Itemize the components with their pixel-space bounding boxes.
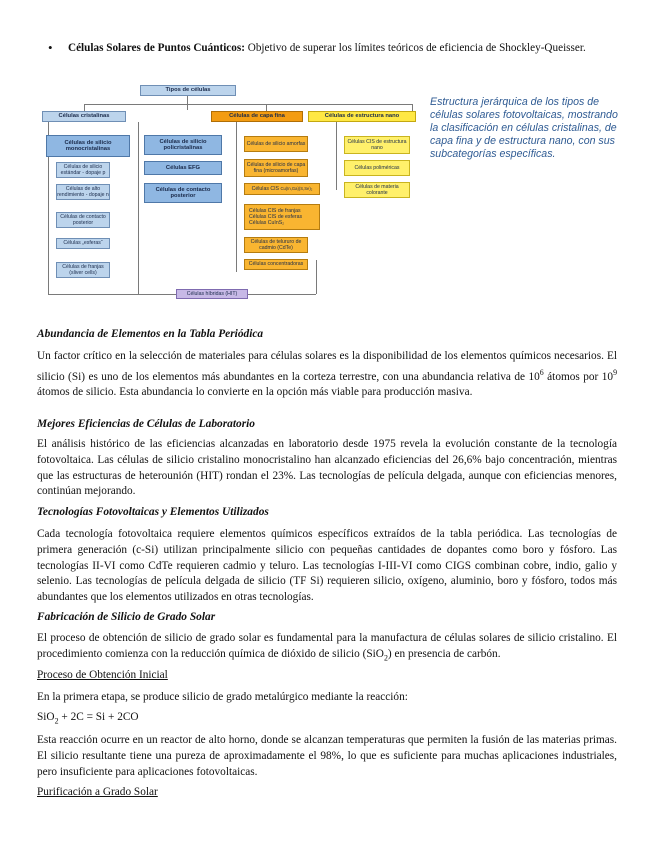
node-hit: Células híbridas (HIT) — [176, 289, 248, 299]
node-mono-child: Células „esferas“ — [56, 238, 110, 249]
node-cdte: Células de telururo de cadmio (CdTe) — [244, 237, 308, 253]
heading-fabrication: Fabricación de Silicio de Grado Solar — [37, 611, 216, 623]
fabrication-text-1: El proceso de obtención de silicio de grado solar es fundamental para la manufactura de células solares de silicio cristalino. El procedimiento comienza con la reducción química de dióxido de silicio (SiO — [37, 632, 617, 660]
abundance-text-2: átomos por 10 — [543, 370, 614, 383]
paragraph-fabrication — [37, 631, 617, 666]
node-back-contact: Células de contacto posterior — [144, 183, 222, 203]
paragraph-initial-process: En la primera etapa, se produce silicio de grado metalúrgico mediante la reacción: — [37, 691, 408, 703]
node-polymer: Células poliméricas — [344, 160, 410, 176]
node-efg: Células EFG — [144, 161, 222, 175]
node-thin-film: Células de capa fina — [211, 111, 303, 122]
node-cis-variants — [244, 204, 320, 230]
cis-formula: Cu(In,Ga)(S,Se)₂ — [280, 185, 313, 191]
abundance-text-3: átomos de silicio. Esta abundancia lo convierte en la opción más viable para producción masiva. — [37, 386, 473, 399]
node-microamorphous: Células de silicio de capa fina (microamorfas) — [244, 159, 308, 177]
connector-line — [187, 96, 188, 110]
formula-part-b: + 2C = Si + 2CO — [58, 711, 139, 723]
abundance-exponent-1: 6 — [539, 367, 544, 377]
connector-line — [236, 122, 237, 272]
node-nano-cis: Células CIS de estructura nano — [344, 136, 410, 154]
node-mono: Células de silicio monocristalinas — [46, 135, 130, 157]
heading-initial-process: Proceso de Obtención Inicial — [37, 669, 168, 681]
paragraph-efficiencies: El análisis histórico de las eficiencias alcanzadas en laboratorio desde 1975 revela la evolución constante de la tecnología fotovoltaica. Las células de silicio cristalino monocristalino han alcanzado eficiencias del 26,6% bajo concentración, mientras que las estructuras de heterounión (HIT) rondan el 23%. Las tecnologías de película delgada, aunque con eficiencias menores, continúan mejorando. — [37, 438, 617, 498]
connector-line — [138, 202, 139, 294]
heading-technologies: Tecnologías Fotovoltaicas y Elementos Utilizados — [37, 506, 269, 518]
paragraph-reactor: Esta reacción ocurre en un reactor de alto horno, donde se alcanzan temperaturas que permiten la fusión de las materias primas. El silicio resultante tiene una pureza de aproximadamente el 98%, lo que es suficiente para muchas aplicaciones industriales, pero insuficiente para aplicaciones fotovoltaicas. — [37, 734, 617, 778]
connector-line — [316, 260, 317, 294]
connector-line — [84, 104, 412, 105]
abundance-text-1: Un factor crítico en la selección de materiales para células solares es la disponibilidad de los elementos químicos necesarios. El silicio (Si) es uno de los elementos más abundantes en la corteza terrestre, con una abundancia relativa de 10 — [37, 350, 617, 383]
reaction-formula — [37, 711, 139, 725]
abundance-exponent-2: 9 — [613, 367, 618, 377]
cis-variant: Células CIS de esferas — [249, 213, 303, 220]
cis-label: Células CIS — [251, 185, 280, 192]
node-mono-child: Células de alto rendimiento - dopaje n — [57, 185, 109, 198]
heading-efficiencies: Mejores Eficiencias de Células de Laboratorio — [37, 418, 255, 430]
node-concentrator: Células concentradoras — [244, 259, 308, 270]
node-mono-child: Células de contacto posterior — [56, 212, 110, 228]
node-mono-child: Células de franjas (sliver cells) — [56, 262, 110, 278]
bullet-quantum-dots — [48, 40, 620, 56]
paragraph-technologies: Cada tecnología fotovoltaica requiere elementos químicos específicos extraídos de la tabla periódica. Las tecnologías de primera generación (c-Si) utilizan principalmente silicio con pequeñas cantidades de dopantes como boro y fósforo. Las tecnologías II-VI como CdTe requieren cadmio y teluro. Las tecnologías I-III-VI como CIGS combinan cobre, indio, galio y selenio. Las tecnologías de película delgada de silicio (TF Si) requieren silicio, oxígeno, aluminio, boro y fósforo, todos más abundantes que los elementos utilizados en otras tecnologías. — [37, 528, 617, 604]
connector-line — [138, 122, 139, 202]
bullet-marker: • — [48, 40, 53, 55]
node-amorphous: Células de silicio amorfas — [244, 136, 308, 152]
node-dye: Células de materia colorante — [344, 182, 410, 198]
heading-purification: Purificación a Grado Solar — [37, 786, 158, 798]
node-crystalline: Células cristalinas — [42, 111, 126, 122]
bullet-title: Células Solares de Puntos Cuánticos: — [68, 42, 245, 54]
paragraph-abundance — [37, 349, 617, 401]
fabrication-subscript: 2 — [383, 653, 388, 663]
bullet-text-block — [68, 40, 620, 56]
fabrication-text-2: ) en presencia de carbón. — [387, 647, 501, 660]
node-mono-child: Células de silicio estándar - dopaje p — [56, 162, 110, 178]
cis-variant: Células CuInS₂ — [249, 220, 285, 227]
diagram-caption: Estructura jerárquica de los tipos de células solares fotovoltaicas, mostrando la clasificación en células cristalinas, de capa fina y de estructura nano, con sus subcategorías específicas. — [430, 96, 618, 160]
bullet-body: Objetivo de superar los límites teóricos de eficiencia de Shockley-Queisser. — [244, 42, 586, 54]
node-poly: Células de silicio policristalinas — [144, 135, 222, 155]
node-root-cell-types: Tipos de células — [140, 85, 236, 96]
node-nano: Células de estructura nano — [308, 111, 416, 122]
formula-part-a: SiO — [37, 711, 55, 723]
heading-abundance: Abundancia de Elementos en la Tabla Periódica — [37, 328, 264, 340]
cis-variant: Células CIS de franjas — [249, 207, 301, 214]
solar-cell-types-diagram — [36, 80, 418, 310]
connector-line — [336, 122, 337, 190]
formula-subscript: 2 — [54, 716, 59, 726]
node-cis — [244, 183, 320, 195]
